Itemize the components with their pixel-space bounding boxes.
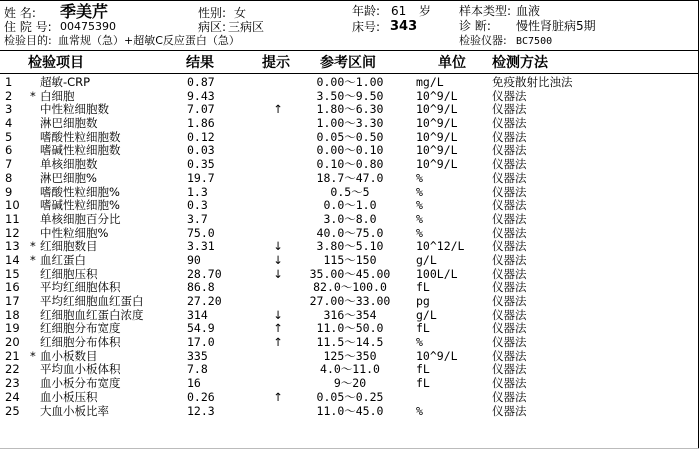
result-unit: 10^9/L (416, 102, 458, 117)
test-method: 免疫散射比浊法 (492, 75, 573, 89)
table-row (0, 281, 699, 295)
result-unit: g/L (416, 252, 437, 267)
test-name: 嗜酸性粒细胞数 (40, 129, 121, 144)
column-header-reference: 参考区间 (320, 55, 376, 71)
table-row (0, 363, 699, 377)
table-row (0, 172, 699, 186)
reference-range: 3.50～9.50 (316, 88, 384, 103)
test-method: 仪器法 (492, 116, 527, 131)
result-unit: % (416, 198, 423, 213)
row-number: 8 (5, 170, 13, 185)
admission-number: 00475390 (60, 20, 116, 33)
table-row (0, 350, 699, 364)
gender-value: 女 (234, 6, 247, 20)
test-result: 0.26 (187, 389, 215, 404)
test-name: 嗜酸性粒细胞% (40, 184, 120, 199)
reference-range: 27.00～33.00 (309, 294, 391, 308)
sample-type-value: 血液 (516, 4, 541, 18)
row-number: 12 (5, 225, 20, 240)
test-result: 1.86 (187, 116, 215, 131)
reference-range: 316～354 (323, 307, 377, 322)
row-number: 10 (5, 198, 20, 213)
test-method: 仪器法 (492, 389, 527, 404)
column-header-unit: 单位 (438, 55, 466, 71)
row-number: 19 (5, 321, 20, 336)
row-number: 15 (5, 266, 20, 281)
row-number: 11 (5, 211, 20, 226)
row-number: 25 (5, 403, 20, 418)
instrument-value: BC7500 (516, 36, 553, 47)
result-unit: 100L/L (416, 266, 458, 281)
test-result: 0.87 (187, 75, 215, 89)
gender-label: 性别: (198, 6, 227, 20)
result-unit: 10^9/L (416, 129, 458, 144)
test-result: 0.03 (187, 143, 215, 158)
column-header-item: 检验项目 (28, 55, 84, 71)
test-name: 血小板分布宽度 (40, 376, 121, 391)
test-method: 仪器法 (492, 102, 527, 117)
result-unit: 10^9/L (416, 116, 458, 131)
table-row (0, 158, 699, 172)
reference-range: 0.5～5 (330, 184, 370, 199)
result-flag: ↓ (273, 266, 283, 281)
test-result: 335 (187, 348, 208, 363)
result-flag: ↑ (273, 389, 283, 404)
table-row (0, 336, 699, 350)
test-result: 86.8 (187, 280, 215, 295)
test-result: 9.43 (187, 88, 215, 103)
test-name: 中性粒细胞% (40, 225, 109, 240)
test-name: 淋巴细胞数 (40, 116, 98, 131)
table-row (0, 377, 699, 391)
test-method: 仪器法 (492, 321, 527, 336)
diagnosis-value: 慢性肾脏病5期 (516, 19, 596, 33)
test-name: 血红蛋白 (40, 252, 86, 267)
test-method: 仪器法 (492, 170, 527, 185)
test-result: 27.20 (187, 294, 222, 308)
test-name: 白细胞 (40, 88, 75, 103)
reference-range: 125～350 (323, 348, 377, 363)
table-row (0, 90, 699, 104)
result-unit: fL (416, 280, 430, 295)
table-row (0, 131, 699, 145)
row-number: 4 (5, 116, 13, 131)
column-header-result: 结果 (186, 55, 214, 71)
test-result: 3.31 (187, 239, 215, 254)
reference-range: 0.00～1.00 (316, 75, 384, 89)
test-result: 16 (187, 376, 201, 391)
row-number: 18 (5, 307, 20, 322)
test-result: 314 (187, 307, 208, 322)
test-method: 仪器法 (492, 198, 527, 213)
result-unit: % (416, 170, 423, 185)
instrument-label: 检验仪器: (459, 34, 507, 47)
result-unit: pg (416, 294, 430, 308)
reference-range: 18.7～47.0 (316, 170, 384, 185)
table-row (0, 322, 699, 336)
table-row (0, 199, 699, 213)
result-unit: fL (416, 376, 430, 391)
reference-range: 1.00～3.30 (316, 116, 384, 131)
table-row (0, 254, 699, 268)
table-row (0, 391, 699, 405)
reference-range: 4.0～11.0 (320, 362, 380, 377)
test-method: 仪器法 (492, 184, 527, 199)
header-divider (0, 50, 699, 51)
reference-range: 0.05～0.25 (316, 389, 384, 404)
table-row (0, 227, 699, 241)
test-method: 仪器法 (492, 129, 527, 144)
test-name: 红细胞数目 (40, 239, 98, 254)
ward-value: 三病区 (228, 20, 265, 34)
age-unit: 岁 (419, 4, 432, 18)
row-number: 7 (5, 157, 13, 172)
test-result: 1.3 (187, 184, 208, 199)
test-method: 仪器法 (492, 211, 527, 226)
test-result: 75.0 (187, 225, 215, 240)
column-header-method: 检测方法 (492, 55, 548, 71)
column-header-hint: 提示 (262, 55, 290, 71)
table-row (0, 309, 699, 323)
test-method: 仪器法 (492, 294, 527, 308)
reference-range: 0.0～1.0 (323, 198, 377, 213)
test-method: 仪器法 (492, 143, 527, 158)
column-header-divider (0, 73, 699, 74)
age-label: 年龄: (352, 4, 381, 18)
test-name: 红细胞压积 (40, 266, 98, 281)
result-unit: g/L (416, 307, 437, 322)
table-row (0, 295, 699, 309)
test-result: 3.7 (187, 211, 208, 226)
test-name: 淋巴细胞% (40, 170, 97, 185)
test-name: 超敏-CRP (40, 75, 91, 89)
result-unit: mg/L (416, 75, 444, 89)
test-method: 仪器法 (492, 225, 527, 240)
reference-range: 11.0～50.0 (316, 321, 384, 336)
test-name: 血小板压积 (40, 389, 98, 404)
test-name: 嗜碱性粒细胞数 (40, 143, 121, 158)
result-unit: 10^9/L (416, 143, 458, 158)
test-result: 7.07 (187, 102, 215, 117)
test-result: 28.70 (187, 266, 222, 281)
test-name: 平均红细胞体积 (40, 280, 121, 295)
test-result: 0.12 (187, 129, 215, 144)
critical-marker: * (30, 88, 36, 103)
test-name: 嗜碱性粒细胞% (40, 198, 120, 213)
row-number: 22 (5, 362, 20, 377)
reference-range: 82.0～100.0 (313, 280, 387, 295)
admission-label: 住 院 号: (4, 20, 52, 34)
row-number: 6 (5, 143, 13, 158)
result-unit: % (416, 211, 423, 226)
reference-range: 3.0～8.0 (323, 211, 377, 226)
bed-number: 343 (390, 19, 418, 34)
row-number: 24 (5, 389, 20, 404)
top-border (0, 0, 699, 1)
name-label: 姓 名: (4, 6, 36, 20)
bed-label: 床号: (352, 20, 381, 34)
result-flag: ↑ (273, 321, 283, 336)
result-flag: ↓ (273, 252, 283, 267)
ward-label: 病区: (198, 20, 227, 34)
results-table-body (0, 76, 699, 418)
test-name: 大血小板比率 (40, 403, 109, 418)
result-unit: fL (416, 321, 430, 336)
test-name: 平均血小板体积 (40, 362, 121, 377)
result-unit: % (416, 335, 423, 350)
sample-type-label: 样本类型: (459, 4, 512, 18)
reference-range: 0.05～0.50 (316, 129, 384, 144)
reference-range: 0.00～0.10 (316, 143, 384, 158)
test-name: 红细胞分布体积 (40, 335, 121, 350)
row-number: 16 (5, 280, 20, 295)
result-flag: ↓ (273, 307, 283, 322)
row-number: 17 (5, 294, 20, 308)
test-method: 仪器法 (492, 335, 527, 350)
test-name: 单核细胞数 (40, 157, 98, 172)
reference-range: 40.0～75.0 (316, 225, 384, 240)
row-number: 13 (5, 239, 20, 254)
table-row (0, 76, 699, 90)
test-method: 仪器法 (492, 348, 527, 363)
table-row (0, 144, 699, 158)
row-number: 21 (5, 348, 20, 363)
row-number: 23 (5, 376, 20, 391)
row-number: 1 (5, 75, 13, 89)
row-number: 9 (5, 184, 13, 199)
test-method: 仪器法 (492, 280, 527, 295)
test-result: 0.35 (187, 157, 215, 172)
reference-range: 9～20 (333, 376, 367, 391)
result-unit: 10^9/L (416, 157, 458, 172)
test-name: 平均红细胞血红蛋白 (40, 294, 144, 308)
test-result: 0.3 (187, 198, 208, 213)
result-flag: ↑ (273, 102, 283, 117)
test-result: 90 (187, 252, 201, 267)
result-unit: 10^9/L (416, 348, 458, 363)
diagnosis-label: 诊 断: (459, 19, 491, 33)
reference-range: 0.10～0.80 (316, 157, 384, 172)
test-method: 仪器法 (492, 376, 527, 391)
test-method: 仪器法 (492, 252, 527, 267)
table-row (0, 186, 699, 200)
age-value: 61 (391, 4, 407, 18)
test-method: 仪器法 (492, 403, 527, 418)
test-method: 仪器法 (492, 88, 527, 103)
purpose-label: 检验目的: (4, 34, 52, 47)
test-result: 12.3 (187, 403, 215, 418)
test-result: 7.8 (187, 362, 208, 377)
reference-range: 11.0～45.0 (316, 403, 384, 418)
critical-marker: * (30, 252, 36, 267)
test-name: 单核细胞百分比 (40, 211, 121, 226)
test-result: 54.9 (187, 321, 215, 336)
result-unit: % (416, 403, 423, 418)
table-row (0, 213, 699, 227)
row-number: 3 (5, 102, 13, 117)
reference-range: 11.5～14.5 (316, 335, 384, 350)
test-name: 红细胞血红蛋白浓度 (40, 307, 144, 322)
result-unit: % (416, 225, 423, 240)
row-number: 14 (5, 252, 20, 267)
test-method: 仪器法 (492, 307, 527, 322)
result-flag: ↑ (273, 335, 283, 350)
row-number: 5 (5, 129, 13, 144)
table-row (0, 240, 699, 254)
result-unit: 10^9/L (416, 88, 458, 103)
reference-range: 35.00～45.00 (309, 266, 391, 281)
test-name: 红细胞分布宽度 (40, 321, 121, 336)
test-method: 仪器法 (492, 239, 527, 254)
test-method: 仪器法 (492, 362, 527, 377)
result-unit: % (416, 184, 423, 199)
table-row (0, 117, 699, 131)
test-name: 中性粒细胞数 (40, 102, 109, 117)
row-number: 2 (5, 88, 13, 103)
patient-name: 季美芹 (60, 2, 109, 21)
result-unit: 10^12/L (416, 239, 465, 254)
reference-range: 115～150 (323, 252, 377, 267)
reference-range: 3.80～5.10 (316, 239, 384, 254)
purpose-value: 血常规（急）+超敏C反应蛋白（急） (58, 34, 240, 47)
result-unit: fL (416, 362, 430, 377)
critical-marker: * (30, 239, 36, 254)
test-result: 17.0 (187, 335, 215, 350)
result-flag: ↓ (273, 239, 283, 254)
test-method: 仪器法 (492, 266, 527, 281)
test-method: 仪器法 (492, 157, 527, 172)
critical-marker: * (30, 348, 36, 363)
test-result: 19.7 (187, 170, 215, 185)
table-row (0, 268, 699, 282)
row-number: 20 (5, 335, 20, 350)
table-row (0, 103, 699, 117)
table-row (0, 405, 699, 419)
test-name: 血小板数目 (40, 348, 98, 363)
reference-range: 1.80～6.30 (316, 102, 384, 117)
